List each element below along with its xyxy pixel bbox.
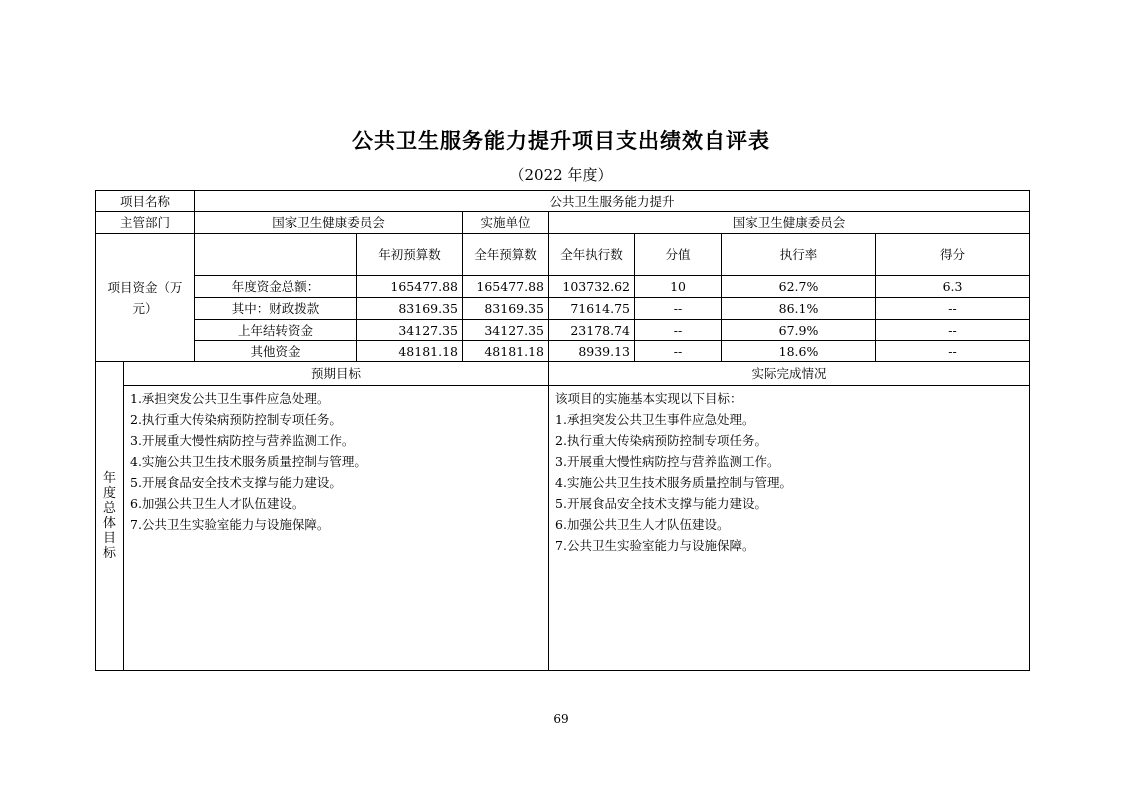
dept-label: 主管部门 bbox=[96, 212, 195, 234]
list-item: 7.公共卫生实验室能力与设施保障。 bbox=[555, 538, 755, 553]
list-item: 2.执行重大传染病预防控制专项任务。 bbox=[555, 433, 767, 448]
list-item: 5.开展食品安全技术支撑与能力建设。 bbox=[555, 496, 767, 511]
performance-table bbox=[95, 190, 1030, 671]
fund-initial: 34127.35 bbox=[357, 320, 463, 341]
funds-header-row bbox=[96, 234, 1030, 276]
list-item: 5.开展食品安全技术支撑与能力建设。 bbox=[130, 475, 342, 490]
fund-rate: 86.1% bbox=[722, 298, 876, 320]
actual-results-header: 实际完成情况 bbox=[549, 362, 1030, 386]
header-full-year-budget: 全年预算数 bbox=[463, 234, 549, 276]
fund-score: -- bbox=[876, 320, 1030, 341]
header-execution-rate: 执行率 bbox=[722, 234, 876, 276]
fund-initial: 48181.18 bbox=[357, 341, 463, 362]
dept-value: 国家卫生健康委员会 bbox=[195, 212, 463, 234]
fund-row-label: 上年结转资金 bbox=[195, 320, 357, 341]
impl-unit-label: 实施单位 bbox=[463, 212, 549, 234]
fund-row-label: 年度资金总额： bbox=[195, 276, 357, 298]
header-initial-budget: 年初预算数 bbox=[357, 234, 463, 276]
list-item: 6.加强公共卫生人才队伍建设。 bbox=[130, 496, 305, 511]
list-item: 该项目的实施基本实现以下目标： bbox=[555, 391, 743, 406]
list-item: 2.执行重大传染病预防控制专项任务。 bbox=[130, 412, 342, 427]
fund-rate: 67.9% bbox=[722, 320, 876, 341]
funds-row-fiscal bbox=[96, 298, 1030, 320]
funds-section-label: 项目资金（万元） bbox=[96, 234, 195, 362]
expected-goals-list bbox=[124, 386, 549, 671]
report-year: （2022 年度） bbox=[509, 166, 613, 184]
fund-score: -- bbox=[876, 341, 1030, 362]
project-name-value: 公共卫生服务能力提升 bbox=[195, 191, 1030, 212]
project-name-label: 项目名称 bbox=[96, 191, 195, 212]
fund-score-value: -- bbox=[635, 298, 722, 320]
fund-execution: 8939.13 bbox=[549, 341, 635, 362]
funds-header-blank bbox=[195, 234, 357, 276]
fund-initial: 165477.88 bbox=[357, 276, 463, 298]
goals-section-text: 年度总体目标 bbox=[103, 471, 117, 561]
goals-section-label bbox=[96, 362, 124, 671]
list-item: 1.承担突发公共卫生事件应急处理。 bbox=[555, 412, 755, 427]
fund-execution: 23178.74 bbox=[549, 320, 635, 341]
fund-full-year: 83169.35 bbox=[463, 298, 549, 320]
header-score-value: 分值 bbox=[635, 234, 722, 276]
fund-full-year: 34127.35 bbox=[463, 320, 549, 341]
fund-rate: 62.7% bbox=[722, 276, 876, 298]
fund-score-value: 10 bbox=[635, 276, 722, 298]
header-score: 得分 bbox=[876, 234, 1030, 276]
funds-row-total bbox=[96, 276, 1030, 298]
fund-rate: 18.6% bbox=[722, 341, 876, 362]
list-item: 7.公共卫生实验室能力与设施保障。 bbox=[130, 517, 330, 532]
project-name-row bbox=[96, 191, 1030, 212]
list-item: 4.实施公共卫生技术服务质量控制与管理。 bbox=[130, 454, 367, 469]
list-item: 6.加强公共卫生人才队伍建设。 bbox=[555, 517, 730, 532]
fund-score-value: -- bbox=[635, 341, 722, 362]
expected-goals-header: 预期目标 bbox=[124, 362, 549, 386]
department-row bbox=[96, 212, 1030, 234]
fund-full-year: 165477.88 bbox=[463, 276, 549, 298]
fund-score: 6.3 bbox=[876, 276, 1030, 298]
page-title: 公共卫生服务能力提升项目支出绩效自评表 bbox=[352, 129, 770, 153]
funds-row-other bbox=[96, 341, 1030, 362]
list-item: 4.实施公共卫生技术服务质量控制与管理。 bbox=[555, 475, 792, 490]
goals-header-row bbox=[96, 362, 1030, 386]
list-item: 1.承担突发公共卫生事件应急处理。 bbox=[130, 391, 330, 406]
fund-score-value: -- bbox=[635, 320, 722, 341]
list-item: 3.开展重大慢性病防控与营养监测工作。 bbox=[130, 433, 355, 448]
header-execution: 全年执行数 bbox=[549, 234, 635, 276]
fund-initial: 83169.35 bbox=[357, 298, 463, 320]
fund-execution: 71614.75 bbox=[549, 298, 635, 320]
fund-row-label: 其他资金 bbox=[195, 341, 357, 362]
fund-execution: 103732.62 bbox=[549, 276, 635, 298]
impl-unit-value: 国家卫生健康委员会 bbox=[549, 212, 1030, 234]
page-number: 69 bbox=[553, 712, 569, 726]
actual-results-list bbox=[549, 386, 1030, 671]
fund-full-year: 48181.18 bbox=[463, 341, 549, 362]
funds-row-carryover bbox=[96, 320, 1030, 341]
fund-score: -- bbox=[876, 298, 1030, 320]
fund-row-label: 其中：财政拨款 bbox=[195, 298, 357, 320]
list-item: 3.开展重大慢性病防控与营养监测工作。 bbox=[555, 454, 780, 469]
goals-content-row bbox=[96, 386, 1030, 671]
